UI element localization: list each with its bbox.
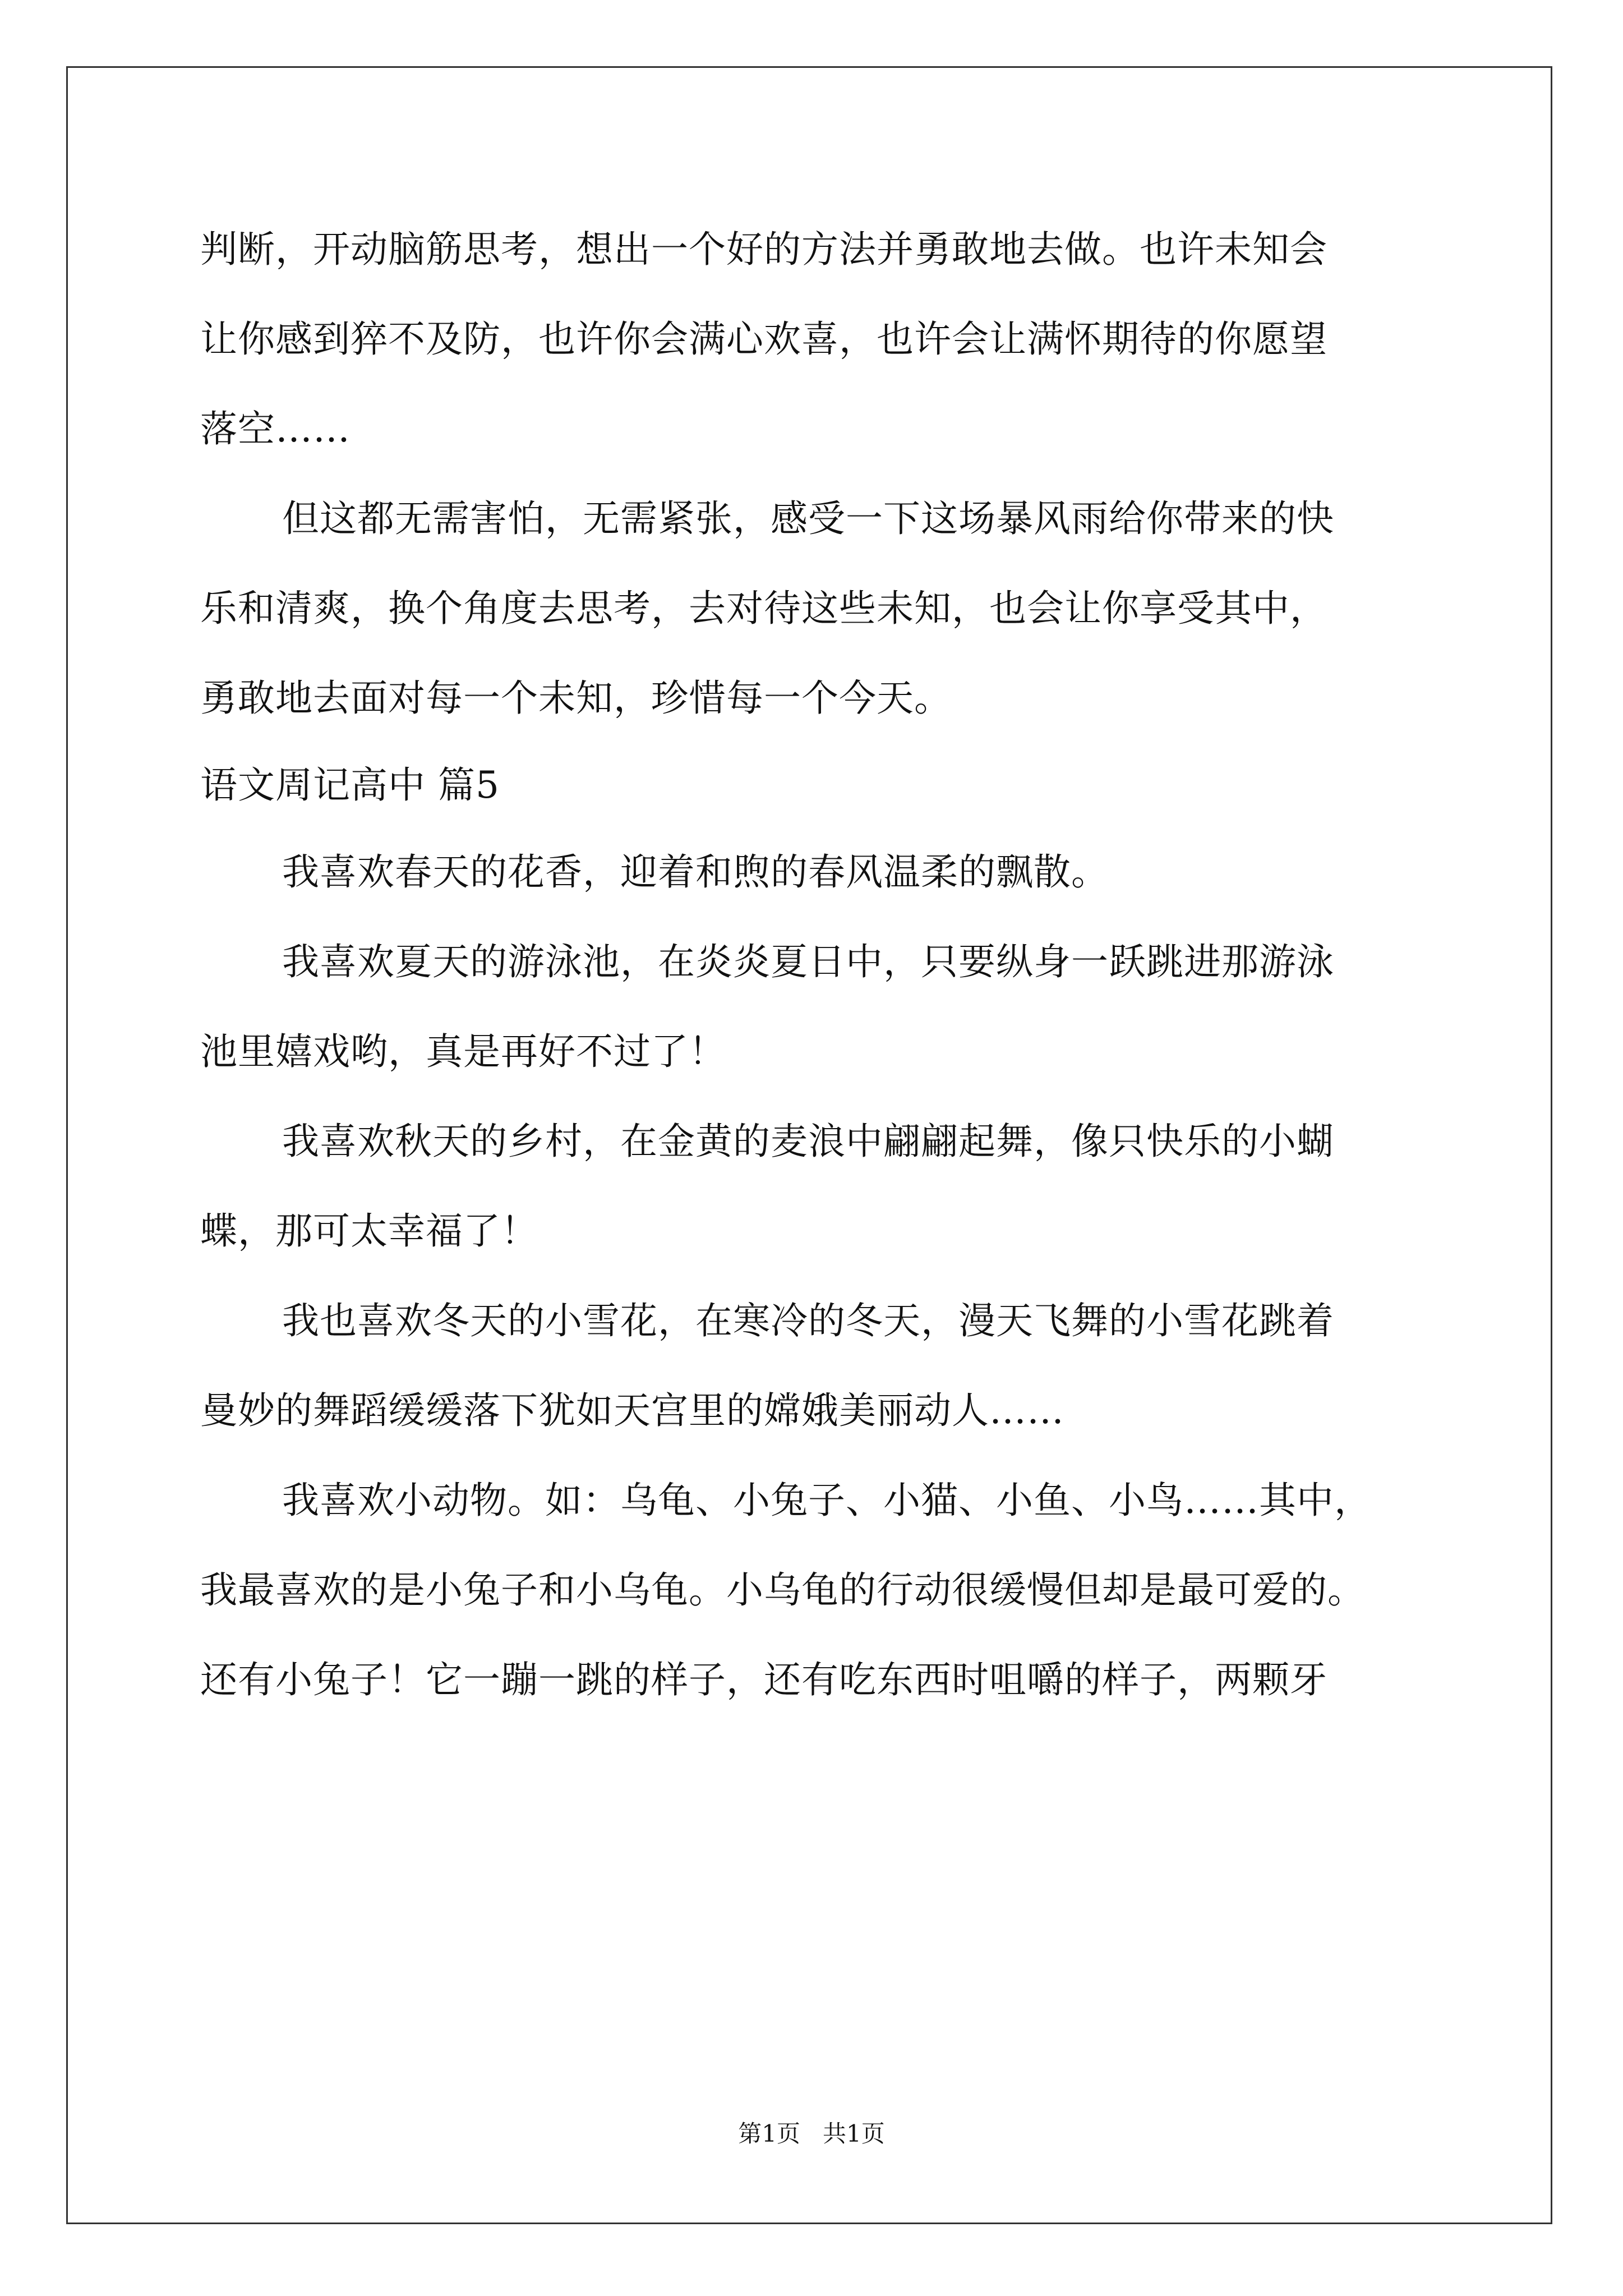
text-line: 乐和清爽，换个角度去思考，去对待这些未知，也会让你享受其中，	[200, 587, 1327, 630]
text-line: 我喜欢小动物。如：乌龟、小兔子、小猫、小鱼、小鸟……其中，	[282, 1479, 1372, 1522]
text-line: 我喜欢春天的花香，迎着和煦的春风温柔的飘散。	[282, 850, 1109, 894]
text-line: 我喜欢夏天的游泳池，在炎炎夏日中，只要纵身一跃跳进那游泳	[282, 940, 1334, 983]
text-line: 我最喜欢的是小兔子和小乌龟。小乌龟的行动很缓慢但却是最可爱的。	[200, 1568, 1365, 1612]
text-line: 让你感到猝不及防，也许你会满心欢喜，也许会让满怀期待的你愿望	[200, 318, 1327, 361]
page-footer: 第1页 共1页	[738, 2120, 885, 2147]
text-line: 判断，开动脑筋思考，想出一个好的方法并勇敢地去做。也许未知会	[200, 228, 1327, 271]
text-line: 我喜欢秋天的乡村，在金黄的麦浪中翩翩起舞，像只快乐的小蝴	[282, 1120, 1334, 1163]
text-line: 曼妙的舞蹈缓缓落下犹如天宫里的嫦娥美丽动人……	[200, 1389, 1064, 1432]
text-line: 池里嬉戏哟，真是再好不过了！	[200, 1030, 726, 1073]
text-line: 蝶，那可太幸福了！	[200, 1209, 538, 1253]
text-line: 勇敢地去面对每一个未知，珍惜每一个今天。	[200, 677, 952, 720]
text-line: 落空……	[200, 407, 351, 450]
text-line: 但这都无需害怕，无需紧张，感受一下这场暴风雨给你带来的快	[282, 497, 1334, 540]
text-line: 还有小兔子！它一蹦一跳的样子，还有吃东西时咀嚼的样子，两颗牙	[200, 1658, 1327, 1701]
section-heading: 语文周记高中 篇5	[200, 763, 500, 807]
text-line: 我也喜欢冬天的小雪花，在寒冷的冬天，漫天飞舞的小雪花跳着	[282, 1299, 1334, 1342]
